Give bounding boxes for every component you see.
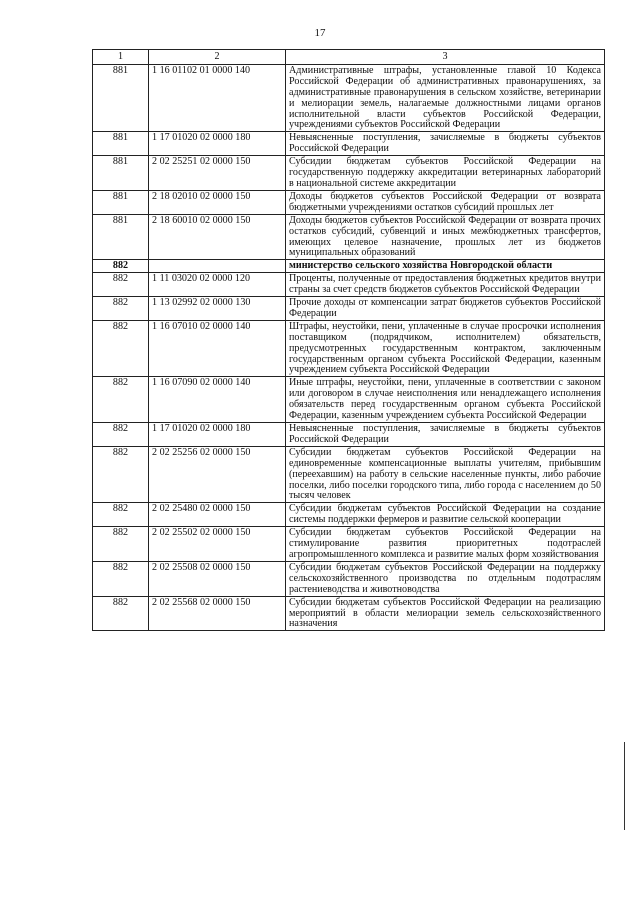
administrator-code-cell: 881 <box>93 64 149 131</box>
income-description-cell: Субсидии бюджетам субъектов Российской Федерации на реализацию мероприятий в области мелиорации земель сельскохозяйственного назначения <box>286 596 605 631</box>
table-row <box>93 561 605 596</box>
income-code-cell: 1 17 01020 02 0000 180 <box>149 132 286 156</box>
table-row <box>93 297 605 321</box>
income-code-cell: 1 11 03020 02 0000 120 <box>149 273 286 297</box>
administrator-code-cell: 881 <box>93 132 149 156</box>
income-description-cell: Субсидии бюджетам субъектов Российской Федерации на государственную поддержку аккредитации ветеринарных лабораторий в национальной системе аккредитации <box>286 156 605 191</box>
income-description-cell: Прочие доходы от компенсации затрат бюджетов субъектов Российской Федерации <box>286 297 605 321</box>
revenue-codes-table <box>92 49 605 631</box>
table-row <box>93 273 605 297</box>
header-col-1: 1 <box>93 50 149 65</box>
administrator-code-cell: 882 <box>93 320 149 377</box>
income-code-cell: 1 17 01020 02 0000 180 <box>149 423 286 447</box>
table-row <box>93 423 605 447</box>
administrator-code-cell: 882 <box>93 446 149 503</box>
income-code-cell: 2 18 60010 02 0000 150 <box>149 214 286 260</box>
income-description-cell: Штрафы, неустойки, пени, уплаченные в случае просрочки исполнения поставщиком (подрядчиком, исполнителем) обязательств, предусмотренных государственным контрактом, заключенным государственным органом субъекта Российской Федерации, казенным учреждением субъекта Российской Федерации <box>286 320 605 377</box>
income-code-cell: 2 02 25568 02 0000 150 <box>149 596 286 631</box>
table-body <box>93 64 605 630</box>
income-description-cell: министерство сельского хозяйства Новгородской области <box>286 260 605 273</box>
header-col-3: 3 <box>286 50 605 65</box>
income-code-cell: 2 02 25502 02 0000 150 <box>149 527 286 562</box>
table-row <box>93 214 605 260</box>
income-code-cell <box>149 260 286 273</box>
income-code-cell: 1 16 07090 02 0000 140 <box>149 377 286 423</box>
table-row <box>93 64 605 131</box>
administrator-code-cell: 882 <box>93 297 149 321</box>
income-description-cell: Субсидии бюджетам субъектов Российской Федерации на поддержку сельскохозяйственного производства по отдельным подотраслям растениеводства и животноводства <box>286 561 605 596</box>
table-row <box>93 320 605 377</box>
income-code-cell: 2 02 25480 02 0000 150 <box>149 503 286 527</box>
income-code-cell: 2 18 02010 02 0000 150 <box>149 190 286 214</box>
page-number: 17 <box>314 27 326 39</box>
table-row <box>93 503 605 527</box>
margin-line <box>624 742 625 830</box>
income-code-cell: 1 16 07010 02 0000 140 <box>149 320 286 377</box>
administrator-code-cell: 881 <box>93 190 149 214</box>
administrator-code-cell: 881 <box>93 214 149 260</box>
administrator-code-cell: 882 <box>93 260 149 273</box>
income-code-cell: 2 02 25251 02 0000 150 <box>149 156 286 191</box>
income-code-cell: 1 13 02992 02 0000 130 <box>149 297 286 321</box>
table-row <box>93 377 605 423</box>
administrator-code-cell: 882 <box>93 527 149 562</box>
administrator-code-cell: 882 <box>93 596 149 631</box>
administrator-code-cell: 881 <box>93 156 149 191</box>
administrator-code-cell: 882 <box>93 423 149 447</box>
administrator-code-cell: 882 <box>93 561 149 596</box>
table-row <box>93 596 605 631</box>
income-description-cell: Субсидии бюджетам субъектов Российской Федерации на стимулирование развития приоритетных подотраслей агропромышленного комплекса и развитие малых форм хозяйствования <box>286 527 605 562</box>
table-row <box>93 156 605 191</box>
table-row <box>93 190 605 214</box>
table-row <box>93 527 605 562</box>
administrator-code-cell: 882 <box>93 273 149 297</box>
income-description-cell: Иные штрафы, неустойки, пени, уплаченные в соответствии с законом или договором в случае неисполнения или ненадлежащего исполнения обязательств перед государственным органом субъекта Российской Федерации, казенным учреждением субъекта Российской Федерации <box>286 377 605 423</box>
section-header-row <box>93 260 605 273</box>
table-row <box>93 446 605 503</box>
income-description-cell: Субсидии бюджетам субъектов Российской Федерации на создание системы поддержки фермеров и развитие сельской кооперации <box>286 503 605 527</box>
income-description-cell: Доходы бюджетов субъектов Российской Федерации от возврата прочих остатков субсидий, субвенций и иных межбюджетных трансфертов, имеющих целевое назначение, прошлых лет из бюджетов муниципальных образований <box>286 214 605 260</box>
table-header-row <box>93 50 605 65</box>
income-description-cell: Проценты, полученные от предоставления бюджетных кредитов внутри страны за счет средств бюджетов субъектов Российской Федерации <box>286 273 605 297</box>
administrator-code-cell: 882 <box>93 503 149 527</box>
income-description-cell: Административные штрафы, установленные главой 10 Кодекса Российской Федерации об административных правонарушениях, за административные правонарушения в сельском хозяйстве, ветеринарии и мелиорации земель, налагаемые должностными лицами органов исполнительной власти субъектов Российской Федерации, учреждениями субъектов Российской Федерации <box>286 64 605 131</box>
income-description-cell: Невыясненные поступления, зачисляемые в бюджеты субъектов Российской Федерации <box>286 132 605 156</box>
table-row <box>93 132 605 156</box>
administrator-code-cell: 882 <box>93 377 149 423</box>
income-description-cell: Субсидии бюджетам субъектов Российской Федерации на единовременные компенсационные выплаты учителям, прибывшим (переехавшим) на работу в сельские населенные пункты, либо рабочие поселки, либо поселки городского типа, либо города с населением до 50 тысяч человек <box>286 446 605 503</box>
income-description-cell: Невыясненные поступления, зачисляемые в бюджеты субъектов Российской Федерации <box>286 423 605 447</box>
income-code-cell: 2 02 25508 02 0000 150 <box>149 561 286 596</box>
income-code-cell: 1 16 01102 01 0000 140 <box>149 64 286 131</box>
income-code-cell: 2 02 25256 02 0000 150 <box>149 446 286 503</box>
header-col-2: 2 <box>149 50 286 65</box>
income-description-cell: Доходы бюджетов субъектов Российской Федерации от возврата бюджетными учреждениями остатков субсидий прошлых лет <box>286 190 605 214</box>
